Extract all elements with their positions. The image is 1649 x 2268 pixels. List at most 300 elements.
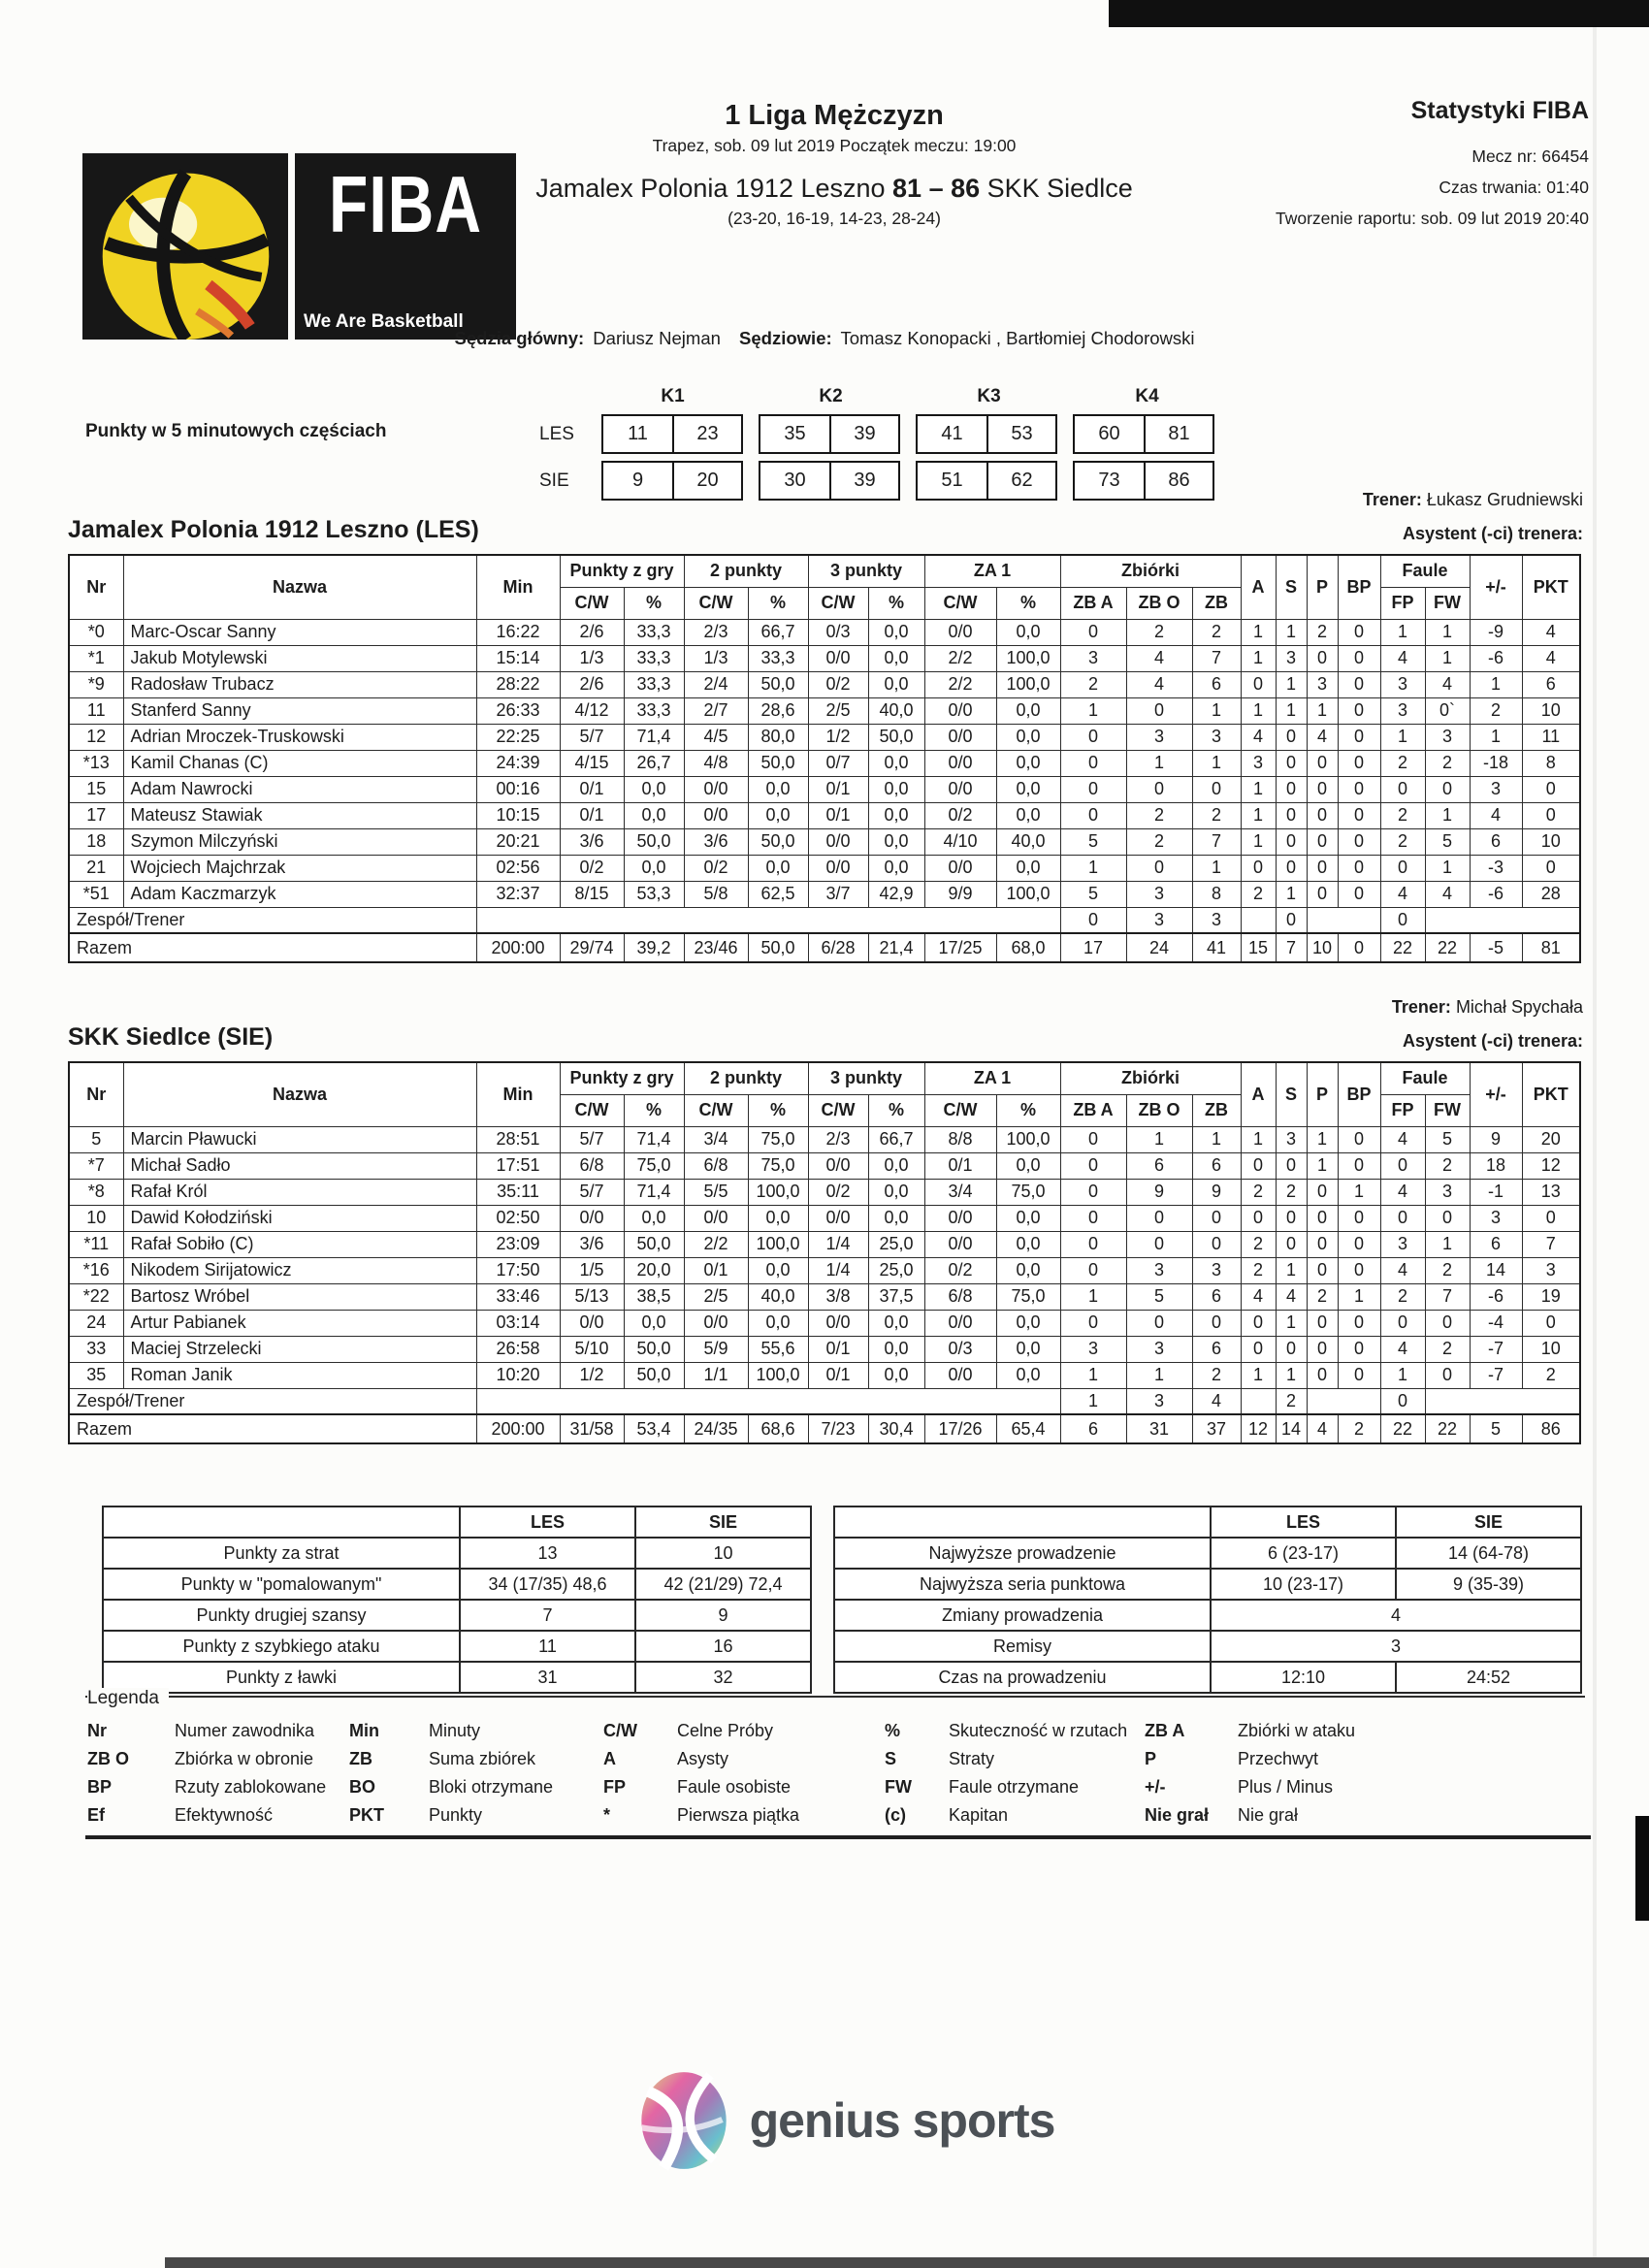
stat-cell: 0 [1338, 855, 1380, 881]
stat-cell-empty [1241, 1388, 1276, 1414]
stat-cell: 29/74 [560, 933, 624, 962]
player-name: Szymon Milczyński [123, 828, 476, 855]
stat-cell: 0/0 [808, 645, 868, 671]
stat-cell: 3 [1126, 724, 1192, 750]
stat-cell: 4 [1241, 724, 1276, 750]
stat-cell: 0,0 [868, 1205, 924, 1231]
assistant-label: Asystent (-ci) trenera: [1402, 1031, 1583, 1051]
summary-row [103, 1662, 811, 1693]
quarter-score: 62 [986, 463, 1055, 499]
stat-cell-empty [476, 907, 1060, 933]
stat-cell: 0 [1338, 619, 1380, 645]
stat-cell: 3 [1425, 724, 1470, 750]
stat-cell: 2 [1307, 619, 1338, 645]
quarter-row-les [539, 414, 1234, 454]
stat-cell: 0 [1241, 1152, 1276, 1179]
summary-row [103, 1538, 811, 1569]
trainer-line [68, 997, 1583, 1018]
stat-cell: 2 [1126, 802, 1192, 828]
quarter-score-box [601, 414, 743, 454]
stat-cell: 1 [1060, 855, 1126, 881]
column-header: S [1276, 1062, 1307, 1126]
stat-cell: 0,0 [868, 1152, 924, 1179]
legend-desc: Asysty [677, 1749, 729, 1768]
summary-label: Czas na prowadzeniu [834, 1662, 1211, 1693]
legend-desc: Skuteczność w rzutach [949, 1721, 1128, 1740]
stat-cell: 0/1 [808, 802, 868, 828]
match-number: Mecz nr: 66454 [1471, 146, 1589, 166]
stat-cell: 0/2 [560, 855, 624, 881]
player-name: Maciej Strzelecki [123, 1336, 476, 1362]
player-number: 12 [69, 724, 123, 750]
stat-cell: 1/4 [808, 1231, 868, 1257]
stat-cell: 8/15 [560, 881, 624, 907]
stat-cell: 1 [1425, 619, 1470, 645]
stat-cell: -6 [1470, 881, 1522, 907]
player-row [69, 1257, 1580, 1283]
legend-abbr: BO [349, 1777, 375, 1797]
column-header: 3 punkty [808, 555, 924, 587]
player-number: 11 [69, 697, 123, 724]
stat-cell: 3 [1522, 1257, 1580, 1283]
stat-cell: 1 [1276, 697, 1307, 724]
stat-cell: 0 [1338, 724, 1380, 750]
stat-cell: 37 [1192, 1414, 1241, 1443]
stat-cell: 0 [1307, 802, 1338, 828]
quarter-score: 39 [829, 463, 898, 499]
stat-cell: 4 [1470, 802, 1522, 828]
stat-cell: 5/13 [560, 1283, 624, 1310]
stat-cell: 28:22 [476, 671, 560, 697]
column-header: PKT [1522, 1062, 1580, 1126]
quarter-score: 11 [628, 423, 648, 444]
stat-cell: -18 [1470, 750, 1522, 776]
genius-sports-wordmark: genius sports [749, 2093, 1055, 2148]
stat-cell: 0,0 [996, 724, 1060, 750]
quarter-score-box [1073, 414, 1214, 454]
stat-cell: 16:22 [476, 619, 560, 645]
stat-cell: 22 [1425, 1414, 1470, 1443]
player-row [69, 1179, 1580, 1205]
quarter-score: 20 [672, 463, 741, 499]
stat-cell: 0 [1060, 1231, 1126, 1257]
stats-title: Statystyki FIBA [1410, 97, 1589, 124]
scan-artifact-edge-line [1593, 27, 1597, 2258]
stat-cell: 100,0 [996, 881, 1060, 907]
stat-cell: 3 [1192, 1257, 1241, 1283]
stat-cell-empty [1307, 907, 1380, 933]
home-team-name: Jamalex Polonia 1912 Leszno [535, 174, 886, 203]
column-header: Nazwa [123, 555, 476, 619]
player-name: Roman Janik [123, 1362, 476, 1388]
stat-cell: 50,0 [748, 671, 808, 697]
stat-cell: 0,0 [868, 1336, 924, 1362]
legend-abbr: P [1145, 1749, 1157, 1768]
legend-abbr: Nr [87, 1721, 108, 1740]
stat-cell: 19 [1522, 1283, 1580, 1310]
stat-cell: 6/8 [560, 1152, 624, 1179]
stat-cell: 2 [1241, 881, 1276, 907]
stat-cell: 0 [1338, 1310, 1380, 1336]
trainer-label: Trener: [1391, 997, 1451, 1017]
stat-cell: 1 [1126, 1126, 1192, 1152]
stat-cell: 0,0 [996, 697, 1060, 724]
stat-cell: 0 [1276, 907, 1307, 933]
stat-cell: 100,0 [996, 1126, 1060, 1152]
player-number: *22 [69, 1283, 123, 1310]
stat-cell: 1 [1425, 855, 1470, 881]
stat-cell: 40,0 [868, 697, 924, 724]
stat-cell: 1 [1126, 750, 1192, 776]
stat-cell: 0 [1338, 750, 1380, 776]
stat-cell: 1 [1192, 1126, 1241, 1152]
basketball-glyph [91, 153, 280, 340]
stat-cell: 9 [1470, 1126, 1522, 1152]
stat-cell: 2 [1192, 619, 1241, 645]
summary-value: 4 [1211, 1600, 1581, 1631]
stat-cell: 0,0 [996, 1362, 1060, 1388]
stat-cell: 2 [1276, 1179, 1307, 1205]
stat-cell: 4 [1425, 881, 1470, 907]
stat-cell: 0/0 [808, 828, 868, 855]
away-team-name: SKK Siedlce [986, 174, 1133, 203]
team-section-sie [68, 997, 1583, 1444]
stat-cell: 0 [1338, 802, 1380, 828]
stat-cell: 2/5 [684, 1283, 748, 1310]
fiba-wordmark: FIBA [329, 158, 482, 249]
stat-cell: 0,0 [624, 802, 684, 828]
summary-row [834, 1662, 1581, 1693]
player-number: *7 [69, 1152, 123, 1179]
stat-cell: 0/2 [808, 1179, 868, 1205]
stat-cell: 2 [1425, 1336, 1470, 1362]
stat-cell: 0/0 [808, 1152, 868, 1179]
legend-desc: Nie grał [1238, 1805, 1299, 1825]
summary-label: Punkty z ławki [103, 1662, 460, 1693]
stat-cell: 0,0 [624, 1310, 684, 1336]
player-number: *9 [69, 671, 123, 697]
stat-cell: 0/0 [924, 776, 996, 802]
stat-cell: 2 [1338, 1414, 1380, 1443]
stat-cell: 0 [1192, 1310, 1241, 1336]
stat-cell: 0/0 [924, 724, 996, 750]
team-title: Jamalex Polonia 1912 Leszno (LES) [68, 516, 479, 543]
stat-cell: 100,0 [748, 1179, 808, 1205]
legend-desc: Faule otrzymane [949, 1777, 1080, 1797]
stat-cell: 1 [1470, 671, 1522, 697]
legend-desc: Bloki otrzymane [429, 1777, 554, 1797]
team-title: SKK Siedlce (SIE) [68, 1023, 274, 1051]
totals-label: Razem [69, 1414, 476, 1443]
legend-desc: Przechwyt [1238, 1749, 1319, 1768]
stat-cell: 0 [1338, 1231, 1380, 1257]
stat-cell: 0 [1276, 724, 1307, 750]
stat-cell: 0,0 [868, 750, 924, 776]
player-number: 33 [69, 1336, 123, 1362]
stat-cell: 200:00 [476, 1414, 560, 1443]
stat-cell: 1 [1060, 1388, 1126, 1414]
stat-cell: 26:33 [476, 697, 560, 724]
referees-names: Tomasz Konopacki , Bartłomiej Chodorowski [840, 328, 1195, 348]
stat-cell: 3 [1470, 1205, 1522, 1231]
summary-row [103, 1569, 811, 1600]
summary-row [103, 1631, 811, 1662]
stat-cell: 5 [1425, 1126, 1470, 1152]
stat-cell: 0,0 [748, 855, 808, 881]
stat-cell: 2 [1425, 1257, 1470, 1283]
stat-cell: 03:14 [476, 1310, 560, 1336]
stat-cell: 20,0 [624, 1257, 684, 1283]
stat-cell: 0,0 [868, 1179, 924, 1205]
quarter-score: 30 [784, 470, 806, 491]
legend-title: Legenda [87, 1688, 169, 1709]
stat-cell: 20:21 [476, 828, 560, 855]
stat-cell: 2/5 [808, 697, 868, 724]
stat-cell: 0,0 [748, 1310, 808, 1336]
stat-cell: 0/0 [924, 1310, 996, 1336]
legend-desc: Zbiórki w ataku [1238, 1721, 1356, 1740]
stat-cell: 0/0 [924, 1205, 996, 1231]
stat-cell: 3 [1380, 671, 1425, 697]
trainer-name: Michał Spychała [1455, 997, 1583, 1017]
stat-cell: 4 [1380, 1126, 1425, 1152]
trainer-name: Łukasz Grudniewski [1426, 490, 1583, 509]
team-code: SIE [539, 470, 569, 491]
stat-cell: 0 [1307, 776, 1338, 802]
stat-cell: 0` [1425, 697, 1470, 724]
stat-cell: 02:50 [476, 1205, 560, 1231]
trainer-label: Trener: [1362, 490, 1422, 509]
stat-cell: 2/3 [808, 1126, 868, 1152]
summary-value: 16 [635, 1631, 811, 1662]
legend-desc: Efektywność [175, 1805, 274, 1825]
stat-cell: 0,0 [868, 645, 924, 671]
stat-cell: 0 [1380, 1205, 1425, 1231]
stat-cell: 1 [1276, 881, 1307, 907]
stat-cell: 1 [1425, 802, 1470, 828]
quarter-score: 9 [631, 470, 644, 491]
stat-cell: 3/4 [924, 1179, 996, 1205]
legend-abbr: BP [87, 1777, 113, 1797]
stat-cell: 2/6 [560, 619, 624, 645]
stat-cell: 10:15 [476, 802, 560, 828]
stat-cell: 3 [1126, 881, 1192, 907]
stat-cell: 1 [1338, 1179, 1380, 1205]
stat-cell: 7 [1276, 933, 1307, 962]
legend-desc: Suma zbiórek [429, 1749, 536, 1768]
stat-cell: -5 [1470, 933, 1522, 962]
player-number: *8 [69, 1179, 123, 1205]
stat-cell: 38,5 [624, 1283, 684, 1310]
summary-value: 6 (23-17) [1211, 1538, 1396, 1569]
stat-cell: 0 [1425, 1362, 1470, 1388]
stat-cell: 1 [1241, 828, 1276, 855]
column-header: BP [1338, 1062, 1380, 1126]
stat-cell: 0 [1276, 750, 1307, 776]
genius-sports-globe-icon [633, 2064, 734, 2177]
column-header: Nr [69, 1062, 123, 1126]
stat-cell: 0,0 [996, 802, 1060, 828]
stat-cell: 0 [1241, 1205, 1276, 1231]
stat-cell: 2 [1470, 697, 1522, 724]
stat-cell: 4 [1380, 1257, 1425, 1283]
player-name: Michał Sadło [123, 1152, 476, 1179]
stat-cell: 0 [1307, 1336, 1338, 1362]
team-title-row [68, 516, 1583, 544]
referees-label: Sędziowie: [739, 328, 832, 348]
stat-cell: 0 [1192, 776, 1241, 802]
stat-cell: 0 [1060, 907, 1126, 933]
stat-cell: 1 [1307, 697, 1338, 724]
stat-cell: 0/0 [560, 1310, 624, 1336]
stat-cell: 5/5 [684, 1179, 748, 1205]
stat-cell: 9 [1192, 1179, 1241, 1205]
stat-cell: -4 [1470, 1310, 1522, 1336]
stat-cell: 100,0 [996, 645, 1060, 671]
column-header: ZB A [1060, 587, 1126, 619]
column-header: 2 punkty [684, 1062, 808, 1094]
quarter-score-box [916, 414, 1057, 454]
quarter-header: K3 [977, 386, 1001, 406]
stat-cell: 3/8 [808, 1283, 868, 1310]
stat-cell: 1 [1126, 1362, 1192, 1388]
quarter-scores-grid [539, 386, 1234, 501]
stat-cell: 3 [1380, 697, 1425, 724]
legend-abbr: ZB O [87, 1749, 129, 1768]
legend-desc: Rzuty zablokowane [175, 1777, 327, 1797]
stat-cell: 50,0 [624, 1362, 684, 1388]
legend-desc: Numer zawodnika [175, 1721, 315, 1740]
stat-cell: 0 [1338, 933, 1380, 962]
column-header: FP [1380, 1094, 1425, 1126]
summary-col-header: SIE [1396, 1507, 1581, 1538]
stat-cell: 3/6 [560, 828, 624, 855]
stat-cell: 0 [1241, 1310, 1276, 1336]
player-name: Nikodem Sirijatowicz [123, 1257, 476, 1283]
stat-cell: 0/0 [924, 1362, 996, 1388]
stat-cell: 50,0 [748, 750, 808, 776]
stat-cell: 1 [1241, 645, 1276, 671]
stat-cell: 41 [1192, 933, 1241, 962]
stat-cell: 4 [1380, 881, 1425, 907]
stat-cell-empty [476, 1388, 1060, 1414]
legend-desc: Minuty [429, 1721, 481, 1740]
stat-cell: 1 [1060, 697, 1126, 724]
stat-cell: 0,0 [868, 619, 924, 645]
stat-cell: 10 [1522, 1336, 1580, 1362]
stat-cell: 2/2 [924, 645, 996, 671]
stat-cell: 0 [1126, 1205, 1192, 1231]
scan-artifact-bottom-strip [165, 2257, 1649, 2268]
stat-cell: 17/26 [924, 1414, 996, 1443]
stat-cell: 0 [1276, 855, 1307, 881]
stat-cell: 75,0 [996, 1283, 1060, 1310]
stat-cell: 7 [1425, 1283, 1470, 1310]
legend-abbr: * [603, 1805, 611, 1825]
summary-col-header: LES [460, 1507, 635, 1538]
stat-cell: 00:16 [476, 776, 560, 802]
stat-cell: 0 [1522, 802, 1580, 828]
stat-cell: 2 [1241, 1231, 1276, 1257]
stat-cell: 0 [1380, 907, 1425, 933]
team-row-label: Zespół/Trener [69, 907, 476, 933]
stat-cell: 2 [1060, 671, 1126, 697]
player-number: *13 [69, 750, 123, 776]
player-name: Dawid Kołodziński [123, 1205, 476, 1231]
stat-cell: 0/0 [684, 802, 748, 828]
stat-cell: 5 [1126, 1283, 1192, 1310]
stat-cell: 2 [1192, 802, 1241, 828]
stat-cell: 24:39 [476, 750, 560, 776]
stat-cell: 0 [1192, 1231, 1241, 1257]
legend-abbr: % [885, 1721, 901, 1740]
stat-cell: 8/8 [924, 1126, 996, 1152]
fiba-tagline: We Are Basketball [304, 311, 464, 332]
stat-cell: 3 [1241, 750, 1276, 776]
stat-cell: 0/2 [924, 802, 996, 828]
stat-cell: 6 [1192, 1152, 1241, 1179]
column-header: % [996, 1094, 1060, 1126]
stat-cell: 0,0 [748, 776, 808, 802]
stat-cell: 0/0 [808, 1205, 868, 1231]
stat-cell: 1 [1241, 776, 1276, 802]
player-name: Artur Pabianek [123, 1310, 476, 1336]
stat-cell: 40,0 [996, 828, 1060, 855]
stat-cell: 0 [1338, 671, 1380, 697]
stat-cell: 0/0 [684, 1310, 748, 1336]
stat-cell: 4 [1192, 1388, 1241, 1414]
player-name: Rafał Sobiło (C) [123, 1231, 476, 1257]
stat-cell: 6/8 [924, 1283, 996, 1310]
player-row [69, 750, 1580, 776]
player-name: Mateusz Stawiak [123, 802, 476, 828]
player-name: Jakub Motylewski [123, 645, 476, 671]
stat-cell: 3 [1126, 1336, 1192, 1362]
stat-cell: 0 [1307, 1231, 1338, 1257]
stat-cell: 8 [1192, 881, 1241, 907]
stat-cell: 0 [1380, 776, 1425, 802]
stat-cell: 1/4 [808, 1257, 868, 1283]
column-header: ZA 1 [924, 1062, 1060, 1094]
stat-cell: 3 [1307, 671, 1338, 697]
stat-cell: 2/2 [684, 1231, 748, 1257]
stat-cell: 22 [1425, 933, 1470, 962]
legend-abbr: PKT [349, 1805, 384, 1825]
stat-cell: 26,7 [624, 750, 684, 776]
stat-cell: 10 [1522, 828, 1580, 855]
column-header: ZB O [1126, 1094, 1192, 1126]
stat-cell: 6 [1126, 1152, 1192, 1179]
match-line [407, 174, 1261, 204]
stat-cell: 1/5 [560, 1257, 624, 1283]
stat-cell: 13 [1522, 1179, 1580, 1205]
stat-cell: -6 [1470, 1283, 1522, 1310]
stat-cell: 20 [1522, 1126, 1580, 1152]
column-header: FW [1425, 587, 1470, 619]
stat-cell: 0 [1338, 645, 1380, 671]
stat-cell: 3 [1380, 1231, 1425, 1257]
legend-abbr: Ef [87, 1805, 105, 1825]
stat-cell: 4 [1425, 671, 1470, 697]
stat-cell: 50,0 [624, 1336, 684, 1362]
stat-cell: 0,0 [996, 750, 1060, 776]
player-number: 21 [69, 855, 123, 881]
stat-cell: 1 [1060, 1362, 1126, 1388]
stat-cell: 22 [1380, 933, 1425, 962]
summary-value: 14 (64-78) [1396, 1538, 1581, 1569]
stat-cell: 14 [1276, 1414, 1307, 1443]
stat-cell: 0 [1338, 1152, 1380, 1179]
